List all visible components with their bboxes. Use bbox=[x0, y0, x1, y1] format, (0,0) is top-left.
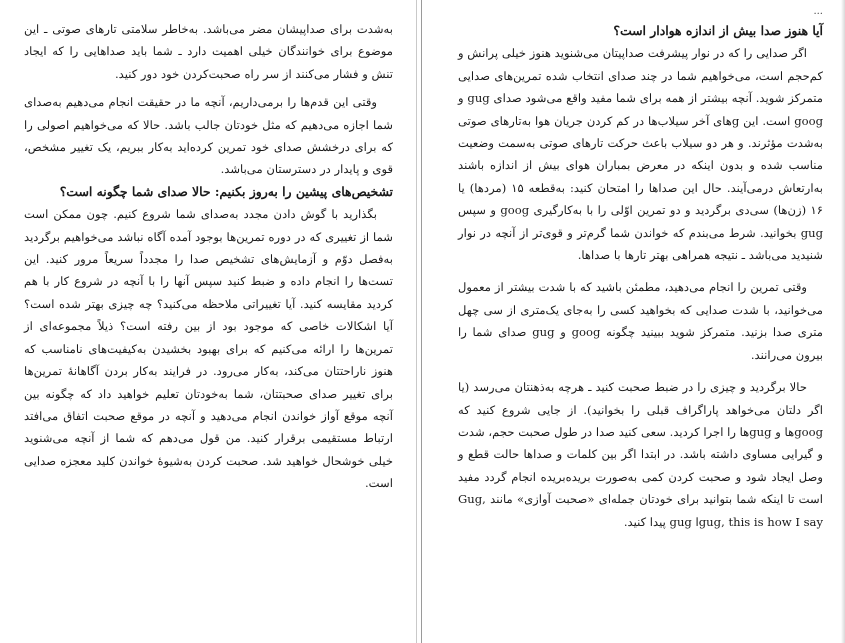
right-section-heading: آیا هنوز صدا بیش از اندازه هوادار است؟ bbox=[613, 23, 823, 38]
right-page bbox=[424, 0, 845, 643]
left-paragraph-1: به‌شدت برای صداپیشان مضر می‌باشد. به‌خاطر سلامتی تارهای صوتی ـ این موضوع برای خوانندگان خیلی اهمیت دارد ـ شما باید صداهایی را که ایجاد تنش و فشار می‌کنند از سر راه صحبت‌کردن خود دور کنید. bbox=[24, 22, 393, 81]
page-edge-shadow bbox=[841, 0, 845, 643]
left-section-heading: تشخیص‌های پیشین را به‌روز بکنیم: حالا صدای شما چگونه است؟ bbox=[59, 183, 393, 199]
page-gutter bbox=[416, 0, 417, 643]
page-gutter-edge bbox=[421, 0, 422, 643]
left-page bbox=[0, 0, 415, 643]
left-paragraph-3: بگذارید با گوش دادن مجدد به‌صدای شما شروع کنیم. چون ممکن است شما از تغییری که در دوره تمرین‌ها بوجود آمده آگاه نباشد می‌خواهیم برگردید به‌فصل دوّم و آزمایش‌های تشخیص صدا را مجدداً سریعاً مرور کنید. این تست‌ها را انجام داده و ضبط کنید سپس آنها را با آنچه در شروع کار با هم کردید مقایسه کنید. آیا تغییراتی ملاحظه می‌کنید؟ چه چیزی بهتر شده است؟ آیا اشکالات خاصی که موجود بود از بین رفته است؟ ذیلاً مجموعه‌ای از تمرین‌ها را ارائه می‌کنیم که برای بهبود بخشیدن به‌کیفیت‌های نامناسب که هنوز ناراحتتان می‌کند، به‌کار می‌رود. در فرایند به‌کار بردن آگاهانهٔ تمرین‌ها برای تغییر صدای صحبتتان، شما به‌خودتان تعلیم خواهید داد که چگونه بین آنچه موقع آواز خواندن انجام می‌دهید و آنچه در موقع صحبت اتفاق می‌افتد ارتباط مستقیمی برقرار کنید. من قول می‌دهم که شما از آنچه می‌شنوید خیلی خوشحال خواهید شد. صحبت کردن به‌شیوهٔ خواندن کلید معجزه صدایی است. bbox=[24, 207, 393, 491]
right-paragraph-3: حالا برگردید و چیزی را در ضبط صحبت کنید ـ هرچه به‌ذهنتان می‌رسد (یا اگر دلتان می‌خواهد پاراگراف قبلی را بخوانید). از جایی شروع کنید که goog‌ها و gug‌ها را اجرا کردید. سعی کنید صدا در طول صحبت حجم، شدت و گیرایی مساوی داشته باشد. در ابتدا اگر بین کلمات و صداها حالت قطع و وصل ایجاد شود و صحبت کردن کمی به‌صورت بریده‌بریده انجام گردد مفید است تا اینکه شما بتوانید برای خودتان جمله‌ای «صحبت آوازی» مانند Gug, gug, this is how I say‌ا gug پیدا کنید. bbox=[458, 380, 823, 529]
running-head: ... bbox=[813, 6, 823, 16]
left-paragraph-2: وقتی این قدم‌ها را برمی‌داریم، آنچه ما در حقیقت انجام می‌دهیم به‌صدای شما اجازه می‌دهیم که مثل خودتان جالب باشد. حالا که می‌خواهیم اصولی را که برای درخشش صدای خود تمرین کرده‌اید به‌کار ببریم، یک تغییر مشخص، قوی و پایدار در دسترستان می‌باشد. bbox=[24, 95, 393, 177]
right-paragraph-2: وقتی تمرین را انجام می‌دهید، مطمئن باشید که با شدت بیشتر از معمول می‌خوانید، با شدت صدایی که بخواهید کسی را به‌جای یک‌متری از سی چهل متری صدا بزنید. متمرکز شوید ببینید چگونه goog و gug صدای شما را بیرون می‌رانند. bbox=[458, 280, 823, 362]
right-paragraph-1: اگر صدایی را که در نوار پیشرفت صداپیتان می‌شنوید هنوز خیلی پرانش و کم‌حجم است، می‌خواهیم شما در چند صدای انتخاب شده تمرین‌های صدایی متمرکز شوید. آنچه بیشتر از همه برای شما مفید واقع می‌شود صدای gug و goog است. این g‌های آخر سیلاب‌ها در کم کردن جریان هوا به‌تارهای صوتی به‌شدت مؤثرند. و هر دو سیلاب باعث حرکت تارهای صوتی به‌سمت وضعیت مناسب شده و بدون اینکه در معرض بمباران هوای بیش از اندازه باشند به‌ارتعاش درمی‌آیند. حال این صداها را امتحان کنید: به‌قطعه ۱۵ (مردها) یا ۱۶ (زن‌ها) سی‌دی برگردید و دو تمرین اوّلی را با به‌کارگیری goog و سپس gug بخوانید. شرط می‌بندم که خواندن شما گرم‌تر و قوی‌تر از آنچه در نوار شنیدید می‌باشد ـ نتیجه همراهی بهتر تارها با صداها. bbox=[458, 46, 824, 263]
